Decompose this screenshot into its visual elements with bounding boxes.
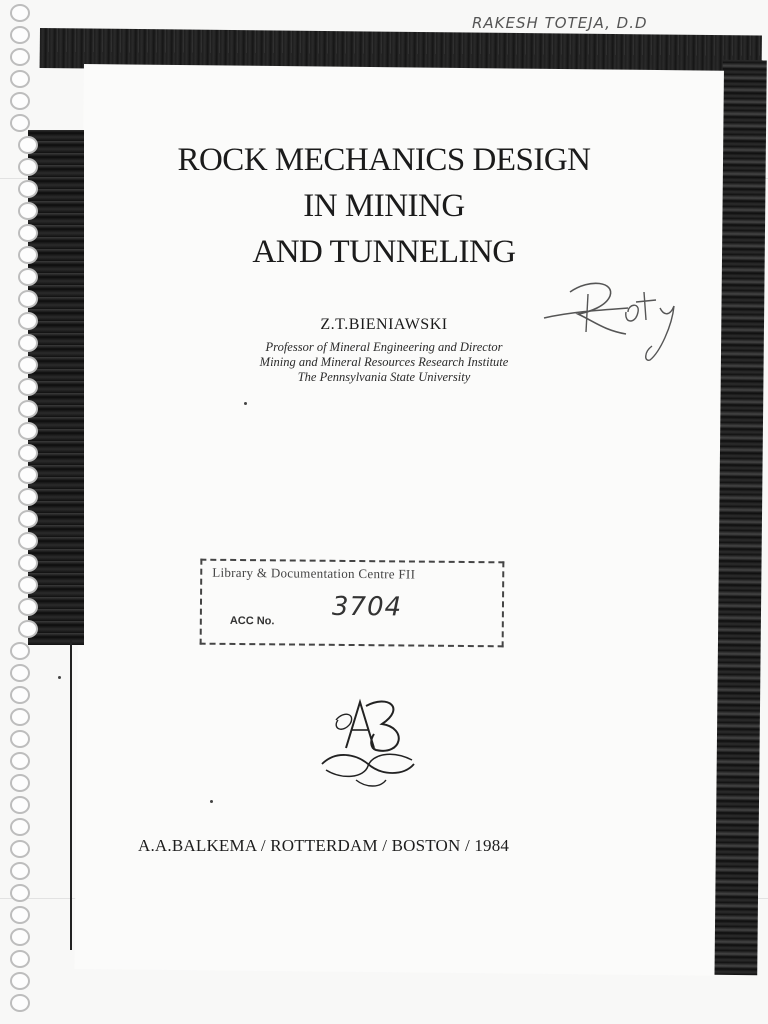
binding-ring	[10, 774, 30, 792]
binding-ring	[10, 70, 30, 88]
affiliation-line-3: The Pennsylvania State University	[297, 370, 471, 384]
binding-ring	[10, 950, 30, 968]
binding-ring	[10, 686, 30, 704]
book-title-line-3: AND TUNNELING	[252, 234, 516, 270]
scan-speck	[210, 800, 213, 803]
binding-ring	[18, 488, 38, 506]
binding-ring	[10, 818, 30, 836]
binding-ring	[10, 752, 30, 770]
binding-ring	[10, 730, 30, 748]
binding-ring	[10, 972, 30, 990]
handwritten-signature-image	[540, 272, 690, 364]
binding-ring	[10, 840, 30, 858]
binding-ring	[10, 906, 30, 924]
binding-ring	[18, 576, 38, 594]
binding-ring	[10, 664, 30, 682]
publisher-monogram-logo	[316, 684, 420, 792]
book-title-line-1: ROCK MECHANICS DESIGN	[177, 142, 591, 178]
affiliation-line-2: Mining and Mineral Resources Research Institute	[259, 355, 509, 369]
scan-speck	[244, 402, 247, 405]
author-name: Z.T.BIENIAWSKI	[320, 316, 448, 333]
binding-ring	[18, 444, 38, 462]
binding-ring	[18, 554, 38, 572]
binding-ring	[10, 4, 30, 22]
binding-ring	[10, 92, 30, 110]
binding-ring	[10, 796, 30, 814]
binding-ring	[18, 290, 38, 308]
page-edge-line	[70, 640, 72, 950]
binding-ring	[10, 114, 30, 132]
binding-ring	[18, 510, 38, 528]
binding-ring	[10, 48, 30, 66]
binding-ring	[18, 400, 38, 418]
binding-ring	[18, 620, 38, 638]
binding-ring	[18, 466, 38, 484]
library-stamp	[200, 559, 505, 648]
binding-ring	[10, 928, 30, 946]
publisher-imprint: A.A.BALKEMA / ROTTERDAM / BOSTON / 1984	[138, 836, 510, 855]
binding-ring	[18, 422, 38, 440]
stamp-acc-number: 3704	[331, 591, 403, 623]
binding-ring	[18, 598, 38, 616]
binding-ring	[10, 642, 30, 660]
handwritten-annotation: RAKESH TOTEJA, D.D	[472, 14, 648, 32]
stamp-institution-text: Library & Documentation Centre FII	[212, 564, 416, 582]
stamp-acc-label: ACC No.	[229, 614, 275, 628]
affiliation-line-1: Professor of Mineral Engineering and Director	[265, 340, 503, 354]
binding-ring	[18, 532, 38, 550]
binding-ring	[10, 884, 30, 902]
binding-ring	[10, 708, 30, 726]
book-title-line-2: IN MINING	[303, 188, 465, 224]
binding-ring	[10, 862, 30, 880]
scan-speck	[58, 676, 61, 679]
binding-ring	[10, 26, 30, 44]
binding-ring	[10, 994, 30, 1012]
